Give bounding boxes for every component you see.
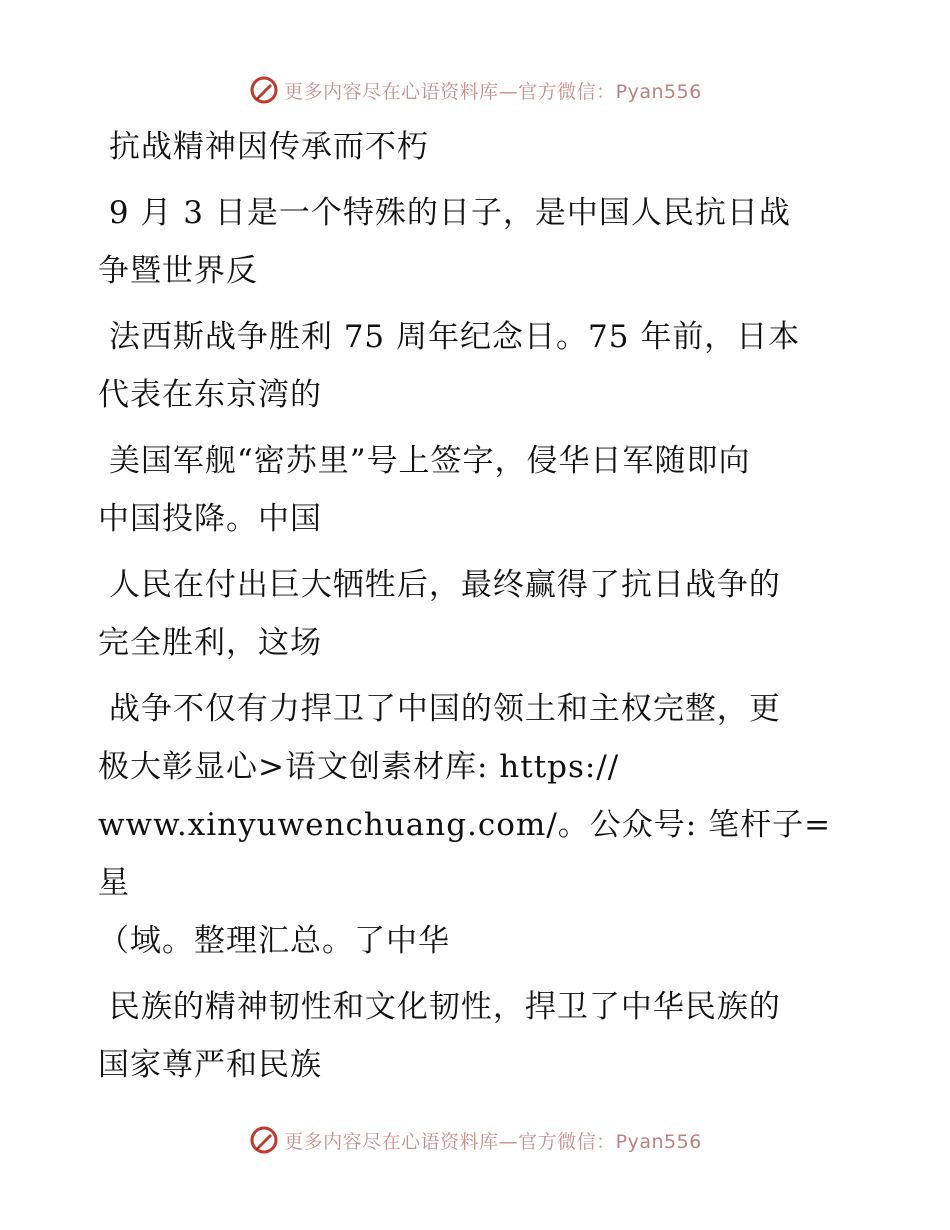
banner-text: 更多内容尽在心语资料库—官方微信：Pyan556 (284, 1130, 702, 1153)
header-watermark-banner (0, 70, 950, 110)
paragraph: 9 月 3 日是一个特殊的日子，是中国人民抗日战 争暨世界反 (98, 195, 791, 289)
banner-id: Pyan556 (615, 80, 702, 103)
paragraph: 战争不仅有力捍卫了中国的领土和主权完整，更 极大彰显心>语文创素材库: https:// www.xinyuwenchuang.com/。公众号: 笔杆子=星 （域。整理汇总。了中华 (98, 691, 832, 959)
footer-watermark-banner (0, 1120, 950, 1160)
paragraph: 民族的精神韧性和文化韧性，捍卫了中华民族的 国家尊严和民族 (98, 989, 781, 1083)
brand-logo-icon (248, 1124, 280, 1156)
paragraph-title: 抗战精神因传承而不朽 (98, 129, 429, 165)
document-body (98, 118, 858, 1102)
paragraph: 法西斯战争胜利 75 周年纪念日。75 年前，日本 代表在东京湾的 (98, 319, 801, 413)
banner-id: Pyan556 (615, 1130, 702, 1153)
paragraph: 人民在付出巨大牺牲后，最终赢得了抗日战争的 完全胜利，这场 (98, 567, 781, 661)
brand-logo-icon (248, 74, 280, 106)
paragraph: 美国军舰“密苏里”号上签字，侵华日军随即向 中国投降。中国 (98, 443, 751, 537)
banner-text: 更多内容尽在心语资料库—官方微信：Pyan556 (284, 80, 702, 103)
